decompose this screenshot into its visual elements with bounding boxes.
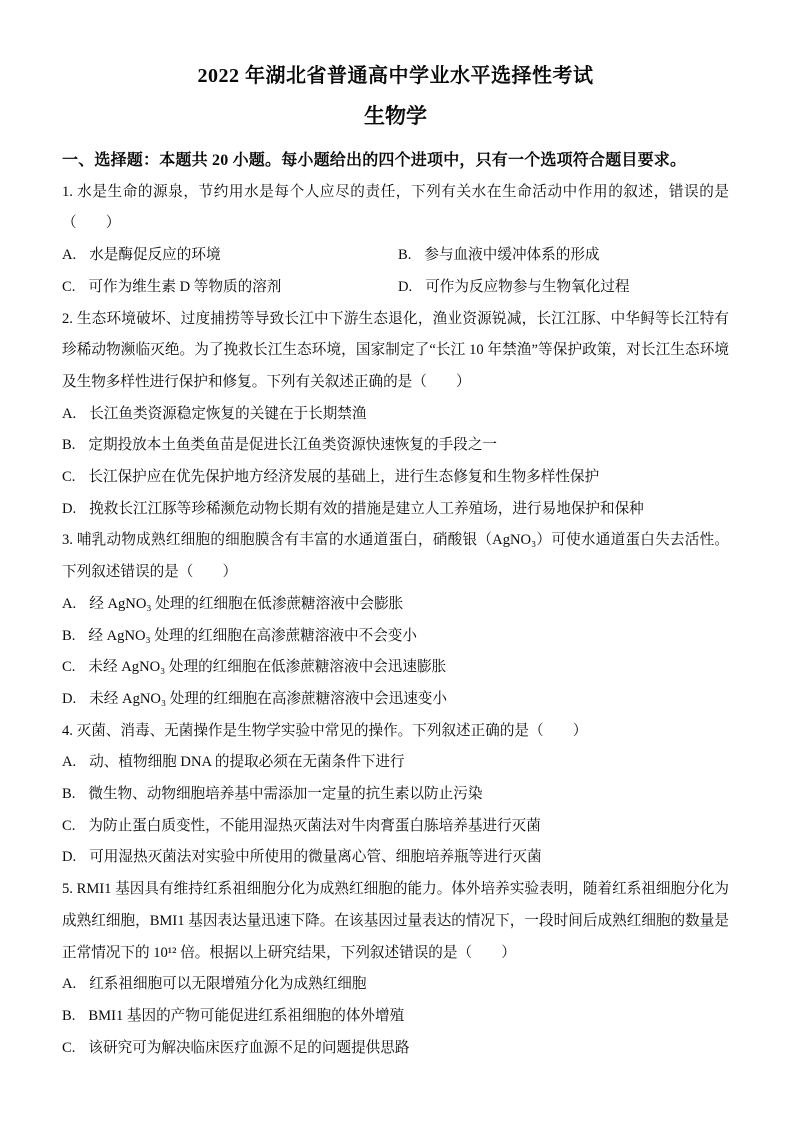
option-row — [62, 811, 729, 843]
option-row — [62, 1033, 729, 1065]
option-label: B. — [62, 1007, 76, 1024]
option-text: 可作为反应物参与生物氧化过程 — [425, 278, 630, 295]
option-text: 定期投放本土鱼类鱼苗是促进长江鱼类资源快速恢复的手段之一 — [88, 437, 498, 454]
question-2 — [62, 304, 729, 526]
option-label: C. — [62, 278, 76, 295]
option-row — [62, 684, 729, 716]
question-5 — [62, 874, 729, 1064]
option-text: 可作为维生素 D 等物质的溶剂 — [88, 278, 282, 295]
option-label: B. — [62, 786, 76, 803]
exam-subtitle: 生物学 — [364, 104, 427, 128]
section-header: 一、选择题：本题共 20 小题。每小题给出的四个进项中，只有一个选项符合题目要求。 — [62, 152, 687, 169]
question-stem: 2. 生态环境破坏、过度捕捞等导致长江中下游生态退化，渔业资源锐减，长江江豚、中华鲟等长江特有珍稀动物濒临灭绝。为了挽救长江生态环境，国家制定了“长江 10 年禁渔”等保护政策，对长江生态环境及生物多样性进行保护和修复。下列有关叙述正确的是（ ） — [62, 310, 729, 390]
option-row — [62, 842, 729, 874]
question-4 — [62, 716, 729, 875]
option-label: B. — [398, 247, 412, 264]
question-3 — [62, 525, 729, 715]
option-text: 长江保护应在优先保护地方经济发展的基础上，进行生态修复和生物多样性保护 — [88, 469, 600, 486]
option-row — [62, 399, 729, 431]
option-row — [62, 969, 729, 1001]
option-text: 经 AgNO₃ 处理的红细胞在低渗蔗糖溶液中会膨胀 — [89, 595, 404, 612]
option-text: 该研究可为解决临床医疗血源不足的问题提供思路 — [88, 1039, 410, 1056]
option-row — [62, 1001, 729, 1033]
option-row — [62, 589, 729, 621]
option-label: C. — [62, 659, 76, 676]
option-text: 未经 AgNO₃ 处理的红细胞在高渗蔗糖溶液中会迅速变小 — [89, 690, 447, 707]
option-label: A. — [62, 247, 77, 264]
option-row — [62, 462, 729, 494]
option-text: BMI1 基因的产物可能促进红系祖细胞的体外增殖 — [88, 1007, 405, 1024]
option-row — [62, 272, 398, 304]
question-options — [62, 747, 729, 874]
option-text: 可用湿热灭菌法对实验中所使用的微量离心管、细胞培养瓶等进行灭菌 — [89, 849, 542, 866]
option-row — [62, 240, 398, 272]
question-stem: 5. RMI1 基因具有维持红系祖细胞分化为成熟红细胞的能力。体外培养实验表明，随着红系祖细胞分化为成熟红细胞，BMI1 基因表达量迅速下降。在该基因过量表达的情况下，一段时间后成熟红细胞的数量是正常情况下的 10¹² 倍。根据以上研究结果，下列叙述错误的是（ ） — [62, 881, 729, 961]
option-row — [62, 652, 729, 684]
option-text: 未经 AgNO₃ 处理的红细胞在低渗蔗糖溶液中会迅速膨胀 — [88, 659, 447, 676]
option-text: 挽救长江江豚等珍稀濒危动物长期有效的措施是建立人工养殖场，进行易地保护和保种 — [89, 500, 644, 517]
option-row — [62, 779, 729, 811]
option-label: C. — [62, 817, 76, 834]
exam-title: 2022 年湖北省普通高中学业水平选择性考试 — [197, 65, 594, 87]
option-label: D. — [62, 849, 77, 866]
question-stem: 4. 灭菌、消毒、无菌操作是生物学实验中常见的操作。下列叙述正确的是（ ） — [62, 722, 588, 739]
question-stem: 3. 哺乳动物成熟红细胞的细胞膜含有丰富的水通道蛋白，硝酸银（AgNO₃）可使水通道蛋白失去活性。下列叙述错误的是（ ） — [62, 532, 729, 581]
option-text: 经 AgNO₃ 处理的红细胞在高渗蔗糖溶液中不会变小 — [88, 627, 417, 644]
option-label: B. — [62, 627, 76, 644]
option-row — [398, 272, 729, 304]
option-row — [62, 494, 729, 526]
option-label: B. — [62, 437, 76, 454]
option-text: 动、植物细胞 DNA 的提取必须在无菌条件下进行 — [89, 754, 405, 771]
question-options — [62, 240, 729, 303]
option-text: 参与血液中缓冲体系的形成 — [424, 247, 600, 264]
option-label: C. — [62, 469, 76, 486]
option-text: 长江鱼类资源稳定恢复的关键在于长期禁渔 — [89, 405, 367, 422]
option-label: D. — [398, 278, 413, 295]
option-text: 红系祖细胞可以无限增殖分化为成熟红细胞 — [89, 976, 367, 993]
option-label: A. — [62, 405, 77, 422]
option-text: 水是酶促反应的环境 — [89, 247, 221, 264]
option-label: A. — [62, 754, 77, 771]
option-label: A. — [62, 976, 77, 993]
option-row — [62, 430, 729, 462]
option-label: C. — [62, 1039, 76, 1056]
question-options — [62, 589, 729, 716]
option-label: A. — [62, 595, 77, 612]
option-label: D. — [62, 500, 77, 517]
option-row — [62, 621, 729, 653]
option-row — [398, 240, 729, 272]
question-stem: 1. 水是生命的源泉，节约用水是每个人应尽的责任，下列有关水在生命活动中作用的叙述，错误的是（ ） — [62, 183, 729, 232]
option-text: 为防止蛋白质变性，不能用湿热灭菌法对牛肉膏蛋白胨培养基进行灭菌 — [88, 817, 541, 834]
question-options — [62, 399, 729, 526]
option-label: D. — [62, 690, 77, 707]
option-row — [62, 747, 729, 779]
option-text: 微生物、动物细胞培养基中需添加一定量的抗生素以防止污染 — [88, 786, 483, 803]
question-options — [62, 969, 729, 1064]
question-1 — [62, 177, 729, 304]
